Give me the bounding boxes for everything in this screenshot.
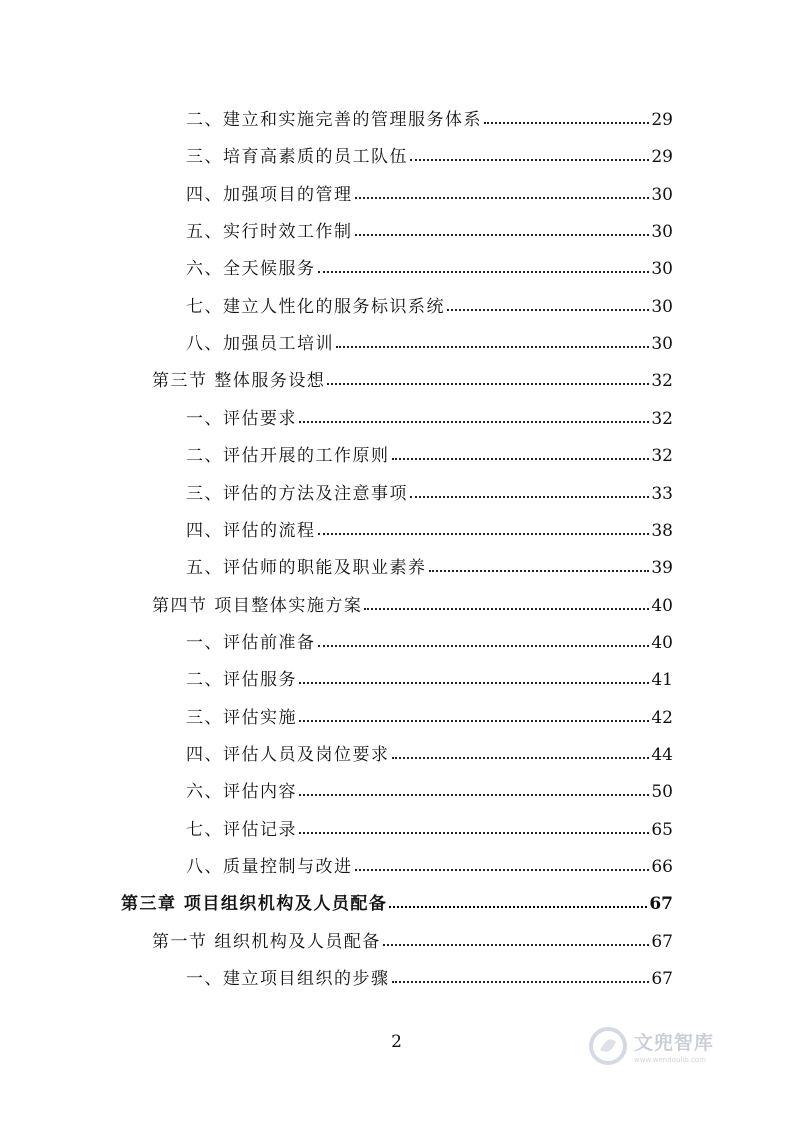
toc-dot-leader bbox=[299, 421, 649, 423]
toc-dot-leader bbox=[299, 794, 649, 796]
toc-entry-title: 七、评估记录 bbox=[186, 819, 297, 840]
toc-entry-title: 二、评估开展的工作原则 bbox=[186, 446, 390, 467]
toc-entry-page: 30 bbox=[651, 184, 673, 205]
toc-entry-page: 32 bbox=[651, 446, 673, 467]
toc-dot-leader bbox=[392, 757, 650, 759]
toc-dot-leader bbox=[410, 159, 649, 161]
toc-entry[interactable] bbox=[186, 660, 673, 690]
toc-entry-title: 一、建立项目组织的步骤 bbox=[186, 969, 390, 990]
toc-dot-leader bbox=[392, 981, 650, 983]
toc-entry-title: 二、建立和实施完善的管理服务体系 bbox=[186, 110, 482, 130]
toc-dot-leader bbox=[318, 271, 650, 273]
toc-entry[interactable] bbox=[186, 698, 673, 728]
toc-entry-page: 29 bbox=[651, 147, 673, 168]
toc-entry[interactable] bbox=[186, 100, 673, 130]
toc-entry-title: 八、质量控制与改进 bbox=[186, 857, 353, 877]
toc-entry-page: 39 bbox=[651, 558, 673, 579]
toc-entry-title: 四、评估的流程 bbox=[186, 520, 316, 541]
toc-entry-page: 32 bbox=[651, 371, 673, 392]
watermark-name: 文兜智库 bbox=[634, 1032, 715, 1054]
toc-entry-page: 65 bbox=[651, 819, 673, 840]
toc-entry[interactable] bbox=[121, 884, 673, 914]
toc-entry-page: 33 bbox=[651, 483, 673, 504]
toc-entry-page: 67 bbox=[651, 969, 673, 990]
toc-dot-leader bbox=[429, 570, 650, 572]
toc-entry-page: 30 bbox=[651, 334, 673, 355]
toc-dot-leader bbox=[410, 496, 649, 498]
toc-entry-title: 六、全天候服务 bbox=[186, 259, 316, 280]
toc-dot-leader bbox=[355, 869, 650, 871]
toc-entry-title: 第三节 整体服务设想 bbox=[152, 371, 326, 392]
toc-dot-leader bbox=[336, 346, 649, 348]
toc-dot-leader bbox=[355, 197, 650, 199]
toc-dot-leader bbox=[299, 832, 649, 834]
toc-entry[interactable] bbox=[186, 847, 673, 877]
watermark-logo-icon bbox=[588, 1026, 628, 1066]
toc-entry-page: 32 bbox=[651, 408, 673, 429]
toc-entry-title: 七、建立人性化的服务标识系统 bbox=[186, 296, 445, 317]
watermark bbox=[588, 1018, 758, 1074]
toc-entry[interactable] bbox=[186, 324, 673, 354]
toc-entry-title: 第一节 组织机构及人员配备 bbox=[152, 931, 381, 952]
toc-entry[interactable] bbox=[186, 399, 673, 429]
toc-dot-leader bbox=[355, 234, 650, 236]
watermark-text bbox=[634, 1028, 714, 1064]
toc-entry[interactable] bbox=[152, 922, 673, 952]
toc-entry[interactable] bbox=[186, 810, 673, 840]
toc-entry-page: 30 bbox=[651, 259, 673, 280]
toc-entry-page: 40 bbox=[651, 632, 673, 653]
toc-entry-title: 第四节 项目整体实施方案 bbox=[152, 595, 363, 616]
toc-dot-leader bbox=[327, 383, 649, 385]
toc-entry[interactable] bbox=[186, 735, 673, 765]
toc-entry-title: 五、实行时效工作制 bbox=[186, 222, 353, 243]
toc-entry-title: 三、评估实施 bbox=[186, 707, 297, 728]
toc-entry[interactable] bbox=[186, 175, 673, 205]
toc-dot-leader bbox=[447, 309, 649, 311]
toc-entry-title: 八、加强员工培训 bbox=[186, 334, 334, 355]
toc-entry-page: 50 bbox=[651, 782, 673, 803]
toc-entry[interactable] bbox=[186, 623, 673, 653]
toc-entry[interactable] bbox=[152, 361, 673, 391]
toc-entry-title: 四、加强项目的管理 bbox=[186, 184, 353, 205]
toc-entry-title: 二、评估服务 bbox=[186, 670, 297, 691]
toc-entry[interactable] bbox=[186, 474, 673, 504]
toc-entry[interactable] bbox=[186, 249, 673, 279]
toc-entry-title: 三、培育高素质的员工队伍 bbox=[186, 147, 408, 168]
toc-entry-page: 67 bbox=[649, 894, 673, 915]
toc-dot-leader bbox=[318, 533, 650, 535]
toc-entry[interactable] bbox=[186, 772, 673, 802]
toc-entry[interactable] bbox=[186, 548, 673, 578]
toc-dot-leader bbox=[299, 720, 649, 722]
toc-entry-page: 40 bbox=[651, 595, 673, 616]
toc-entry[interactable] bbox=[186, 212, 673, 242]
toc-entry[interactable] bbox=[186, 436, 673, 466]
toc-entry-title: 第三章 项目组织机构及人员配备 bbox=[121, 894, 388, 915]
toc-dot-leader bbox=[484, 122, 649, 124]
toc-entry-title: 五、评估师的职能及职业素养 bbox=[186, 558, 427, 579]
toc-entry[interactable] bbox=[152, 586, 673, 616]
page-number: 2 bbox=[391, 1032, 402, 1052]
toc-entry-title: 六、评估内容 bbox=[186, 782, 297, 803]
toc-entry-title: 一、评估要求 bbox=[186, 408, 297, 429]
toc-entry-page: 42 bbox=[651, 707, 673, 728]
toc-dot-leader bbox=[318, 645, 650, 647]
toc-entry-title: 四、评估人员及岗位要求 bbox=[186, 744, 390, 765]
watermark-url: www.wendoulib.com bbox=[634, 1056, 706, 1064]
toc-dot-leader bbox=[392, 458, 650, 460]
toc-dot-leader bbox=[389, 906, 647, 908]
toc-entry-title: 一、评估前准备 bbox=[186, 632, 316, 653]
toc-entry-title: 三、评估的方法及注意事项 bbox=[186, 483, 408, 504]
toc-entry-page: 38 bbox=[651, 520, 673, 541]
toc-dot-leader bbox=[383, 944, 649, 946]
toc-entry[interactable] bbox=[186, 511, 673, 541]
toc-dot-leader bbox=[364, 608, 649, 610]
toc-entry-page: 66 bbox=[651, 857, 673, 877]
toc-entry-page: 30 bbox=[651, 296, 673, 317]
toc-entry-page: 44 bbox=[651, 744, 673, 765]
toc-entry[interactable] bbox=[186, 959, 673, 989]
toc-entry-page: 29 bbox=[651, 110, 673, 130]
toc-entry[interactable] bbox=[186, 287, 673, 317]
toc-entry-page: 67 bbox=[651, 931, 673, 952]
toc-entry-page: 30 bbox=[651, 222, 673, 243]
toc-entry[interactable] bbox=[186, 137, 673, 167]
toc-entry-page: 41 bbox=[651, 670, 673, 691]
toc-dot-leader bbox=[299, 682, 649, 684]
